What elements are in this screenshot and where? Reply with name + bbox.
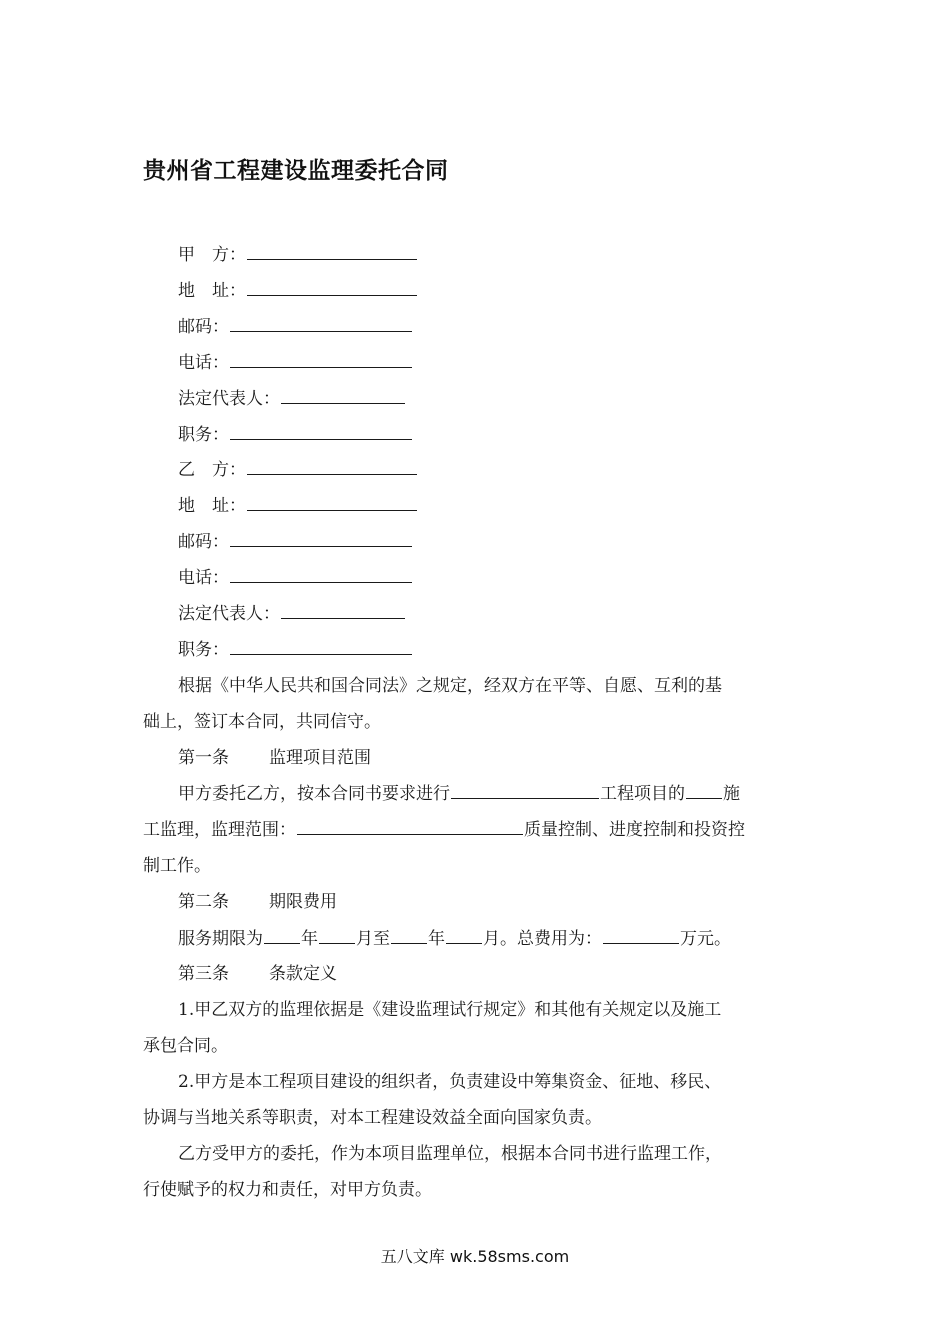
party-b-postcode-label: 邮码：: [178, 532, 229, 552]
article-3-item-2-line-2: 协调与当地关系等职责，对本工程建设效益全面向国家负责。: [143, 1108, 602, 1128]
party-a-legal-rep-blank: [281, 388, 405, 404]
article-1-title: 监理项目范围: [269, 748, 371, 768]
party-b-address-label: 地 址：: [178, 496, 246, 516]
article-1-text-d: 工监理，监理范围：: [143, 820, 296, 840]
party-a-legal-rep-field: [178, 388, 406, 410]
party-b-position-blank: [230, 639, 412, 655]
article-3-number: 第三条: [178, 964, 229, 984]
start-month-blank: [319, 928, 355, 944]
article-2-text-1: 服务期限为: [178, 929, 263, 949]
total-fee-blank: [603, 928, 679, 944]
preamble-line-2: 础上，签订本合同，共同信守。: [143, 712, 381, 732]
party-b-name-label: 乙 方：: [178, 460, 246, 480]
supervision-scope-blank: [297, 819, 523, 835]
end-month-blank: [446, 928, 482, 944]
article-2-line-1: [178, 928, 731, 950]
party-a-postcode-blank: [230, 316, 412, 332]
party-b-phone-blank: [230, 567, 412, 583]
party-b-legal-rep-field: [178, 603, 406, 625]
article-3-item-1-line-2: 承包合同。: [143, 1036, 228, 1056]
article-3-item-3-line-1: 乙方受甲方的委托，作为本项目监理单位，根据本合同书进行监理工作，: [178, 1144, 722, 1164]
article-2-text-2: 年: [301, 929, 318, 949]
article-1-line-2: [143, 819, 798, 841]
party-b-phone-field: [178, 567, 413, 589]
article-2-number: 第二条: [178, 892, 229, 912]
article-2-text-3: 月至: [356, 929, 390, 949]
article-1-line-3: 制工作。: [143, 856, 211, 876]
article-1-line-1: [178, 783, 740, 805]
article-3-title: 条款定义: [269, 964, 337, 984]
party-a-legal-rep-label: 法定代表人：: [178, 389, 280, 409]
article-1-text-e: 质量控制、进度控制和投资控: [524, 820, 745, 840]
article-3-heading: [178, 963, 337, 985]
party-a-address-blank: [247, 280, 417, 296]
article-2-text-4: 年: [428, 929, 445, 949]
document-title: 贵州省工程建设监理委托合同: [143, 158, 449, 184]
party-a-position-field: [178, 424, 413, 446]
party-a-phone-label: 电话：: [178, 353, 229, 373]
footer-watermark: 五八文库 wk.58sms.com: [380, 1247, 570, 1266]
article-3-item-1-line-1: 1.甲乙双方的监理依据是《建设监理试行规定》和其他有关规定以及施工: [178, 1000, 722, 1020]
party-a-phone-blank: [230, 352, 412, 368]
article-2-text-6: 万元。: [680, 929, 731, 949]
article-2-text-5: 月。总费用为：: [483, 929, 602, 949]
party-b-postcode-blank: [230, 531, 412, 547]
party-a-postcode-field: [178, 316, 413, 338]
end-year-blank: [391, 928, 427, 944]
party-b-name-field: [178, 459, 418, 481]
article-1-text-c: 施: [723, 784, 740, 804]
party-a-name-blank: [247, 244, 417, 260]
party-a-address-label: 地 址：: [178, 281, 246, 301]
party-b-position-label: 职务：: [178, 640, 229, 660]
project-name-blank: [451, 783, 599, 799]
article-2-heading: [178, 891, 337, 913]
party-a-name-field: [178, 244, 418, 266]
article-1-text-a: 甲方委托乙方，按本合同书要求进行: [178, 784, 450, 804]
party-b-name-blank: [247, 459, 417, 475]
party-b-legal-rep-blank: [281, 603, 405, 619]
start-year-blank: [264, 928, 300, 944]
article-1-number: 第一条: [178, 748, 229, 768]
party-b-postcode-field: [178, 531, 413, 553]
article-3-item-3-line-2: 行使赋予的权力和责任，对甲方负责。: [143, 1180, 432, 1200]
party-b-legal-rep-label: 法定代表人：: [178, 604, 280, 624]
article-2-title: 期限费用: [269, 892, 337, 912]
party-a-position-blank: [230, 424, 412, 440]
party-a-name-label: 甲 方：: [178, 245, 246, 265]
party-b-phone-label: 电话：: [178, 568, 229, 588]
article-3-item-2-line-1: 2.甲方是本工程项目建设的组织者，负责建设中筹集资金、征地、移民、: [178, 1072, 722, 1092]
party-b-address-field: [178, 495, 418, 517]
party-b-position-field: [178, 639, 413, 661]
article-1-heading: [178, 747, 371, 769]
party-a-address-field: [178, 280, 418, 302]
party-a-position-label: 职务：: [178, 425, 229, 445]
party-a-phone-field: [178, 352, 413, 374]
party-b-address-blank: [247, 495, 417, 511]
article-1-text-b: 工程项目的: [600, 784, 685, 804]
party-a-postcode-label: 邮码：: [178, 317, 229, 337]
preamble-line-1: 根据《中华人民共和国合同法》之规定，经双方在平等、自愿、互利的基: [178, 676, 722, 696]
project-stage-blank: [686, 783, 722, 799]
